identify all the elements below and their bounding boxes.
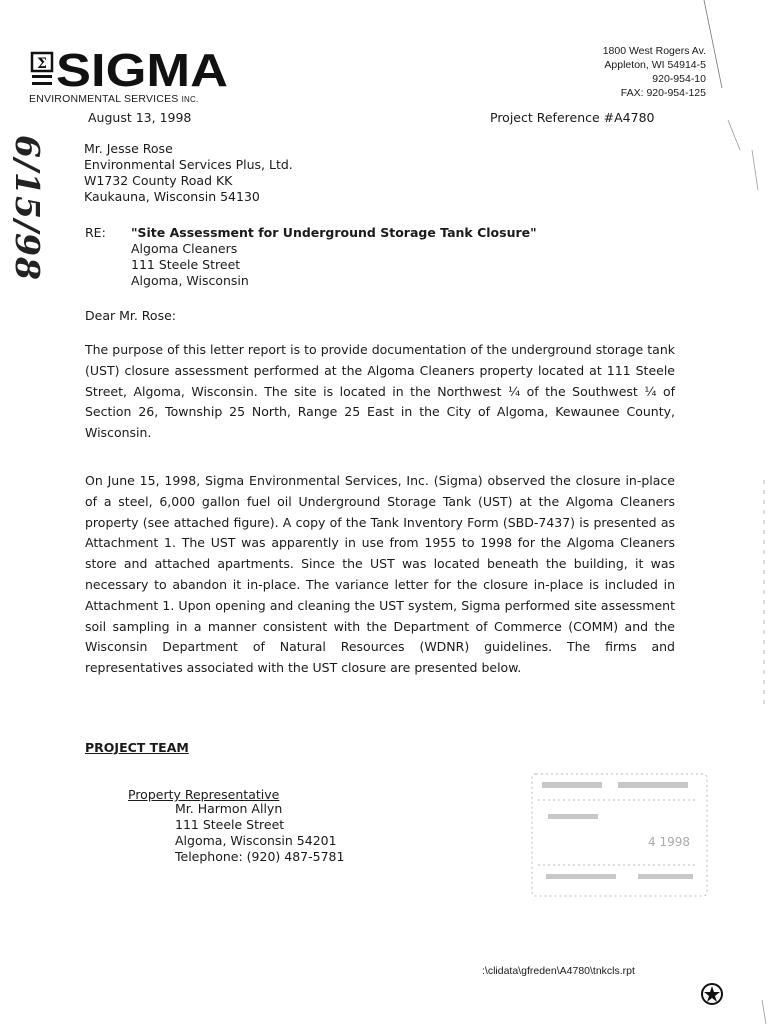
rep-line: 111 Steele Street	[175, 817, 285, 832]
recipient-line: Kaukauna, Wisconsin 54130	[84, 189, 260, 204]
address-line: 920-954-10	[652, 73, 706, 85]
svg-text:Σ: Σ	[37, 56, 47, 72]
address-line: Appleton, WI 54914-5	[604, 59, 706, 71]
faded-received-stamp	[528, 770, 713, 900]
re-line: Algoma Cleaners	[131, 241, 238, 256]
sigma-logo	[30, 44, 230, 90]
body-paragraph: On June 15, 1998, Sigma Environmental Services, Inc. (Sigma) observed the closure in-place of a steel, 6,000 gallon fuel oil Underground Storage Tank (UST) at the Algoma Cleaners property (see attached figure). A copy of the Tank Inventory Form (SBD-7437) is presented as Attachment 1. The UST was apparently in use from 1955 to 1998 for the Algoma Cleaners store and attached apartments. Since the UST was located beneath the building, it was necessary to abandon it in-place. The variance letter for the closure in-place is included in Attachment 1. Upon opening and cleaning the UST system, Sigma performed site assessment soil sampling in a manner consistent with the Department of Commerce (COMM) and the Wisconsin Department of Natural Resources (WDNR) guidelines. The firms and representatives associated with the UST closure are presented below.	[85, 473, 675, 676]
rep-line: Algoma, Wisconsin 54201	[175, 833, 337, 848]
re-block	[131, 225, 537, 289]
handwritten-date-note: 6/15/98	[8, 135, 47, 281]
project-team-heading: PROJECT TEAM	[85, 740, 189, 755]
company-tagline	[29, 93, 198, 105]
body-paragraph: The purpose of this letter report is to provide documentation of the underground storage tank (UST) closure assessment performed at the Algoma Cleaners property located at 111 Steele Street, Algoma, Wisconsin. The site is located in the Northwest ¼ of the Southwest ¼ of Section 26, Township 25 North, Range 25 East in the City of Algoma, Kewaunee County, Wisconsin.	[85, 342, 675, 441]
property-representative-block	[175, 801, 344, 865]
re-line: Algoma, Wisconsin	[131, 273, 249, 288]
recipient-line: Environmental Services Plus, Ltd.	[84, 157, 293, 172]
salutation: Dear Mr. Rose:	[85, 308, 176, 323]
rep-line: Telephone: (920) 487-5781	[175, 849, 345, 864]
re-line: 111 Steele Street	[131, 257, 241, 272]
letter-date: August 13, 1998	[88, 110, 192, 125]
address-line: 1800 West Rogers Av.	[602, 45, 706, 57]
file-path-footer: :\clidata\gfreden\A4780\tnkcls.rpt	[482, 965, 635, 977]
recipient-line: W1732 County Road KK	[84, 173, 233, 188]
svg-text:4 1998: 4 1998	[648, 835, 690, 849]
recipient-block	[84, 141, 293, 205]
recipient-line: Mr. Jesse Rose	[84, 141, 173, 156]
tagline-inc: INC.	[181, 95, 199, 104]
scan-edge-marks	[700, 0, 770, 1024]
re-subject: "Site Assessment for Underground Storage Tank Closure"	[131, 225, 537, 240]
rep-line: Mr. Harmon Allyn	[175, 801, 283, 816]
svg-text:SIGMA: SIGMA	[56, 44, 228, 90]
address-line: FAX: 920-954-125	[620, 87, 706, 99]
property-representative-title: Property Representative	[128, 787, 280, 802]
re-label: RE:	[85, 225, 106, 240]
tagline-main: ENVIRONMENTAL SERVICES	[29, 93, 179, 105]
company-address	[603, 44, 706, 100]
project-reference: Project Reference #A4780	[490, 110, 655, 125]
